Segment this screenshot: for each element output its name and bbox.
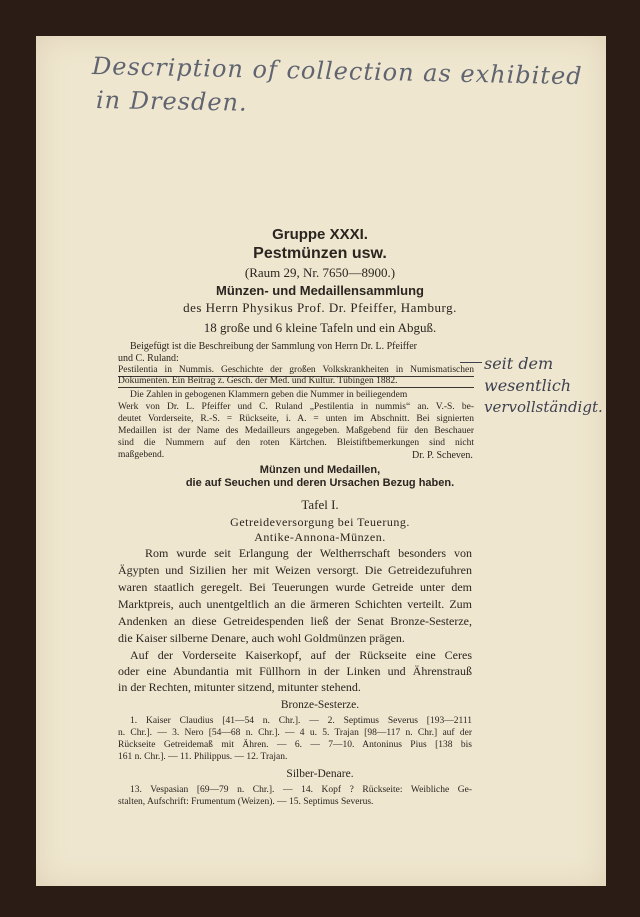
silver-heading: Silber-Denare. <box>286 768 354 780</box>
plates-count: 18 große und 6 kleine Tafeln und ein Abguß. <box>203 320 437 335</box>
bronze-line: n. Chr.]. — 3. Nero [54—68 n. Chr.]. — 4 u. 5. Trajan [98—117 n. Chr.] auf der <box>118 728 472 738</box>
page-title: Pestmünzen usw. <box>253 245 387 262</box>
reference-line: Pestilentia in Nummis. Geschichte der großen Volkskrankheiten in Numismatischen <box>118 365 474 375</box>
body-line: in der Rechten, mitunter sitzend, mitunter stehend. <box>118 680 361 694</box>
signature: Dr. P. Scheven. <box>412 450 473 461</box>
plate-title: Tafel I. <box>301 497 339 512</box>
bronze-heading: Bronze-Sesterze. <box>280 699 360 711</box>
bronze-line: 1. Kaiser Claudius [41—54 n. Chr.]. — 2. Septimus Severus [193—2111 <box>130 716 472 726</box>
margin-note-line: vervollständigt. <box>484 398 603 416</box>
body-line: die Kaiser silberne Denare, auch wohl Goldmünzen prägen. <box>118 631 405 645</box>
body-line: Auf der Vorderseite Kaiserkopf, auf der Rückseite eine Ceres <box>130 648 472 662</box>
section-heading: Münzen und Medaillen, <box>259 464 381 476</box>
notes-line: Die Zahlen in gebogenen Klammern geben die Nummer in beiliegendem <box>130 390 408 400</box>
room-info: (Raum 29, Nr. 7650—8900.) <box>244 265 396 280</box>
notes-line: Werk von Dr. L. Pfeiffer und C. Ruland „Pestilentia in nummis“ an. V.-S. be- <box>118 402 474 412</box>
plate-subtitle: Antike-Annona-Münzen. <box>254 530 386 544</box>
body-line: Rom wurde seit Erlangung der Weltherrschaft besonders von <box>145 546 472 560</box>
margin-note-line: seit dem <box>484 354 554 373</box>
silver-line: 13. Vespasian [69—79 n. Chr.]. — 14. Kopf ? Rückseite: Weibliche Ge- <box>130 785 472 795</box>
bronze-line: Rückseite Getreidemaß mit Ähren. — 6. — 7—10. Antoninus Pius [138 bis <box>118 740 472 750</box>
divider <box>118 387 474 388</box>
body-line: oder eine Abundantia mit Füllhorn in der Linken und Ährenstrauß <box>118 664 472 678</box>
group-heading: Gruppe XXXI. <box>272 226 368 243</box>
plate-subtitle: Getreideversorgung bei Teuerung. <box>230 515 410 529</box>
body-line: Ägypten und Sizilien her mit Weizen versorgt. Die Getreidezufuhren <box>118 563 472 577</box>
collection-subtitle: Münzen- und Medaillensammlung <box>215 283 424 298</box>
body-line: waren staatlich geregelt. Bei Teuerungen wurde Getreide unter dem <box>118 580 472 594</box>
body-line: Andenken an diese Getreidespenden ließ der Senat Bronze-Sesterze, <box>118 614 472 628</box>
silver-line: stalten, Aufschrift: Frumentum (Weizen). — 15. Septimus Severus. <box>118 797 374 807</box>
body-line: Marktpreis, auch unentgeltlich an die ärmeren Schichten verteilt. Zum <box>118 597 472 611</box>
intro-line: und C. Ruland: <box>118 353 179 364</box>
notes-line: maßgebend. <box>118 450 165 460</box>
bronze-line: 161 n. Chr.]. — 11. Philippus. — 12. Trajan. <box>118 752 288 762</box>
handwritten-note-line2: in Dresden. <box>95 86 248 117</box>
margin-dash <box>460 362 482 363</box>
notes-line: deutet Vorderseite, R.-S. = Rückseite, i. A. = unten im Abschnitt. Bei signierten <box>118 414 474 424</box>
notes-line: sind die Nummern auf den roten Kärtchen. Bleistiftbemerkungen sind nicht <box>118 438 474 448</box>
intro-line: Beigefügt ist die Beschreibung der Sammlung von Herrn Dr. L. Pfeiffer <box>130 341 417 352</box>
reference-line: Dokumenten. Ein Beitrag z. Gesch. der Med. und Kultur. Tübingen 1882. <box>118 376 398 386</box>
collection-owner: des Herrn Physikus Prof. Dr. Pfeiffer, Hamburg. <box>183 300 457 315</box>
margin-note-line: wesentlich <box>484 376 572 395</box>
notes-line: Medaillen ist der Name des Medailleurs angegeben. Maßgebend für den Beschauer <box>118 426 474 436</box>
section-subheading: die auf Seuchen und deren Ursachen Bezug haben. <box>185 477 455 489</box>
handwritten-note-line1: Description of collection as exhibited <box>91 52 583 91</box>
